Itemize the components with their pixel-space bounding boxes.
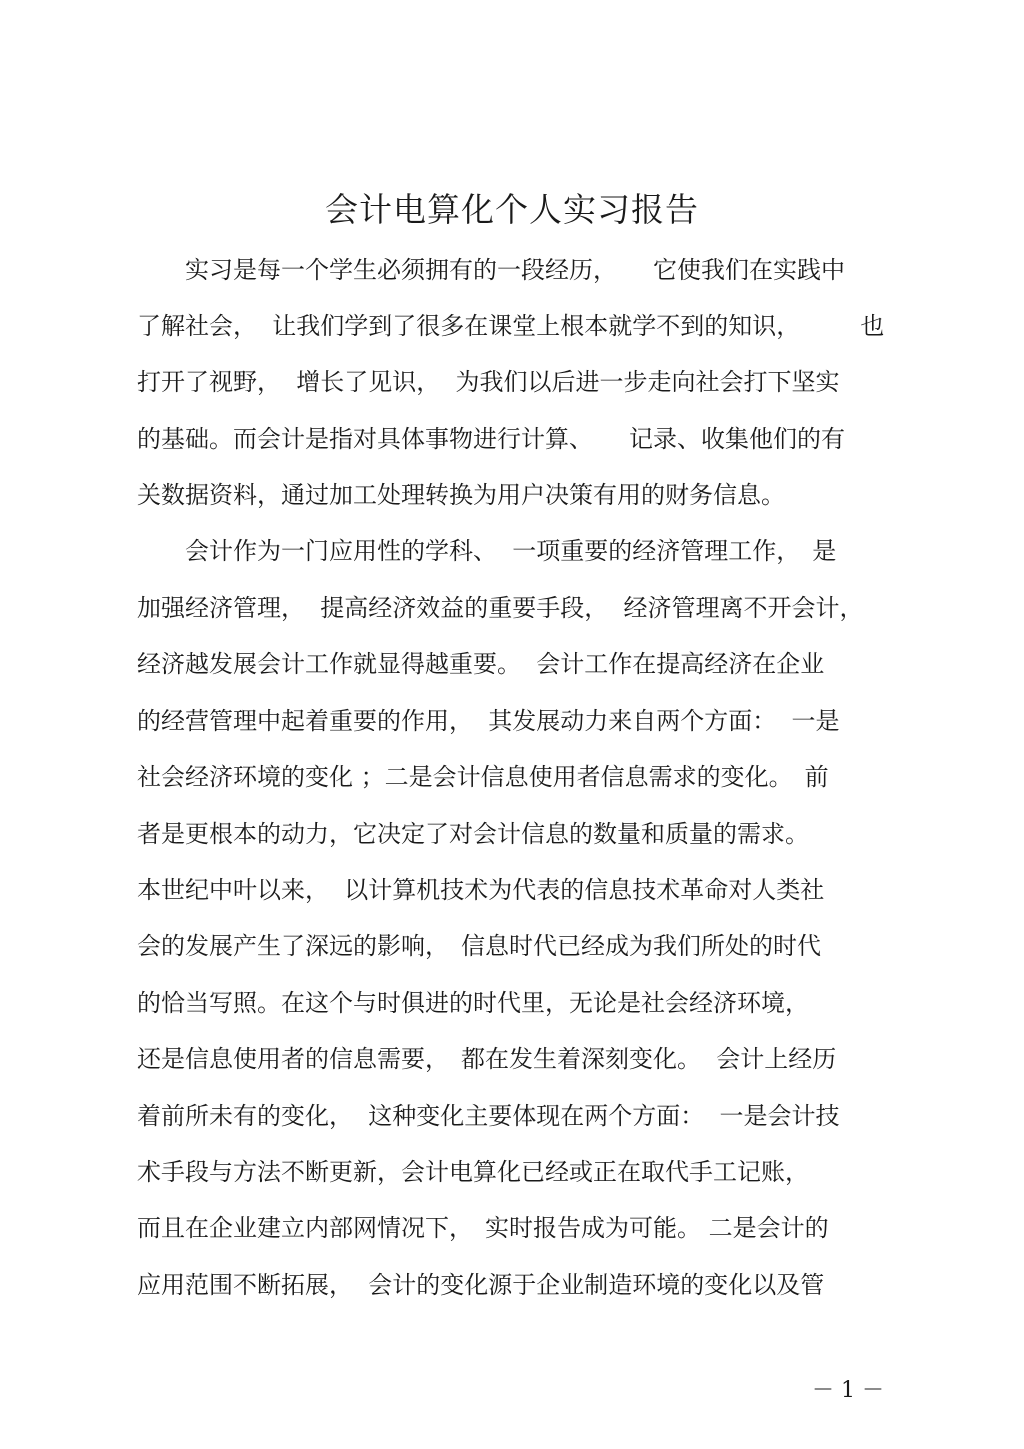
body-line-15: 还是信息使用者的信息需要， 都在发生着深刻变化。 会计上经历: [137, 1045, 837, 1073]
body-line-19: 应用范围不断拓展， 会计的变化源于企业制造环境的变化以及管: [137, 1271, 825, 1299]
body-line-7: 加强经济管理， 提高经济效益的重要手段， 经济管理离不开会计，: [137, 594, 864, 622]
body-line-4: 的基础。而会计是指对具体事物进行计算、 记录、收集他们的有: [137, 425, 845, 453]
body-line-17: 术手段与方法不断更新，会计电算化已经或正在取代手工记账，: [137, 1158, 809, 1186]
body-line-16: 着前所未有的变化， 这种变化主要体现在两个方面： 一是会计技: [137, 1102, 840, 1130]
body-line-10: 社会经济环境的变化 ；二是会计信息使用者信息需求的变化。 前: [137, 763, 829, 791]
body-line-3: 打开了视野， 增长了见识， 为我们以后进一步走向社会打下坚实: [137, 368, 840, 396]
body-line-14: 的恰当写照。在这个与时俱进的时代里，无论是社会经济环境，: [137, 989, 809, 1017]
page-title: 会计电算化个人实习报告: [325, 190, 699, 229]
body-line-6: 会计作为一门应用性的学科、 一项重要的经济管理工作， 是: [137, 537, 837, 565]
body-line-2: 了解社会， 让我们学到了很多在课堂上根本就学不到的知识， 也: [137, 312, 885, 340]
body-line-13: 会的发展产生了深远的影响， 信息时代已经成为我们所处的时代: [137, 932, 821, 960]
page-number: － 1 －: [812, 1378, 884, 1403]
body-line-9: 的经营管理中起着重要的作用， 其发展动力来自两个方面： 一是: [137, 707, 840, 735]
body-line-12: 本世纪中叶以来， 以计算机技术为代表的信息技术革命对人类社: [137, 876, 825, 904]
body-line-11: 者是更根本的动力，它决定了对会计信息的数量和质量的需求。: [137, 820, 809, 848]
body-line-1: 实习是每一个学生必须拥有的一段经历， 它使我们在实践中: [137, 256, 845, 284]
body-line-8: 经济越发展会计工作就显得越重要。 会计工作在提高经济在企业: [137, 650, 825, 678]
body-line-18: 而且在企业建立内部网情况下， 实时报告成为可能。 二是会计的: [137, 1214, 829, 1242]
body-line-5: 关数据资料，通过加工处理转换为用户决策有用的财务信息。: [137, 481, 785, 509]
